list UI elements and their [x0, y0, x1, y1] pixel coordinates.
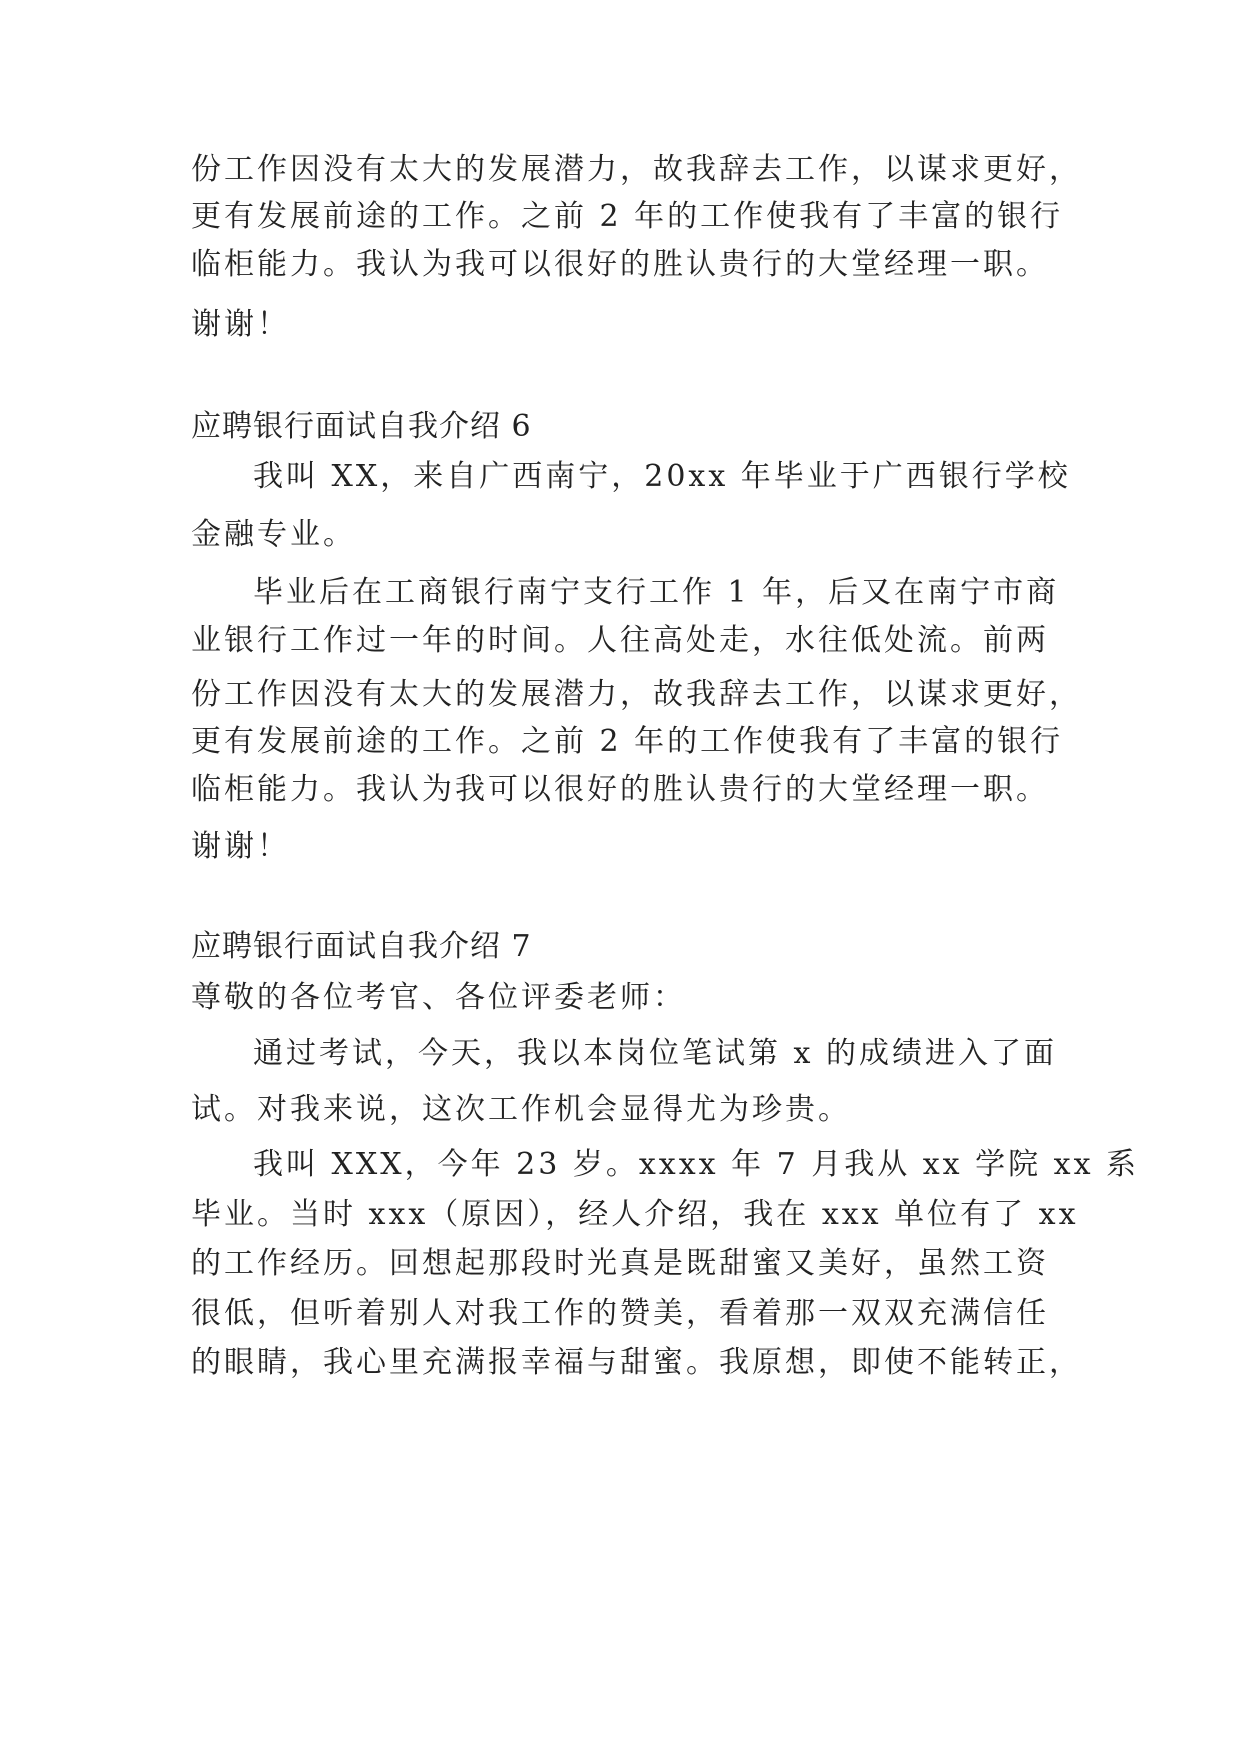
paragraph-line: 我叫 XX，来自广西南宁，20xx 年毕业于广西银行学校 [253, 459, 1071, 494]
salutation: 尊敬的各位考官、各位评委老师： [191, 980, 686, 1015]
section-heading-7: 应聘银行面试自我介绍 7 [191, 929, 532, 964]
paragraph-line: 临柜能力。我认为我可以很好的胜认贵行的大堂经理一职。 [191, 247, 1049, 282]
paragraph-line: 业银行工作过一年的时间。人往高处走，水往低处流。前两 [191, 623, 1049, 658]
paragraph-line: 谢谢！ [191, 307, 290, 342]
paragraph-line: 临柜能力。我认为我可以很好的胜认贵行的大堂经理一职。 [191, 772, 1049, 807]
paragraph-line: 金融专业。 [191, 517, 356, 552]
paragraph-line: 更有发展前途的工作。之前 2 年的工作使我有了丰富的银行 [191, 199, 1064, 234]
paragraph-line: 毕业。当时 xxx（原因），经人介绍，我在 xxx 单位有了 xx [191, 1197, 1079, 1232]
paragraph-line: 通过考试，今天，我以本岗位笔试第 x 的成绩进入了面 [253, 1036, 1057, 1071]
paragraph-line: 试。对我来说，这次工作机会显得尤为珍贵。 [191, 1092, 851, 1127]
paragraph-line: 很低，但听着别人对我工作的赞美，看着那一双双充满信任 [191, 1296, 1049, 1331]
paragraph-line: 份工作因没有太大的发展潜力，故我辞去工作，以谋求更好， [191, 152, 1082, 187]
paragraph-line: 我叫 XXX，今年 23 岁。xxxx 年 7 月我从 xx 学院 xx 系 [253, 1147, 1140, 1182]
paragraph-line: 的眼睛，我心里充满报幸福与甜蜜。我原想，即使不能转正， [191, 1345, 1082, 1380]
paragraph-line: 更有发展前途的工作。之前 2 年的工作使我有了丰富的银行 [191, 724, 1064, 759]
section-heading-6: 应聘银行面试自我介绍 6 [191, 409, 532, 444]
paragraph-line: 的工作经历。回想起那段时光真是既甜蜜又美好，虽然工资 [191, 1246, 1049, 1281]
paragraph-line: 谢谢！ [191, 829, 290, 864]
paragraph-line: 份工作因没有太大的发展潜力，故我辞去工作，以谋求更好， [191, 677, 1082, 712]
paragraph-line: 毕业后在工商银行南宁支行工作 1 年，后又在南宁市商 [253, 575, 1060, 610]
